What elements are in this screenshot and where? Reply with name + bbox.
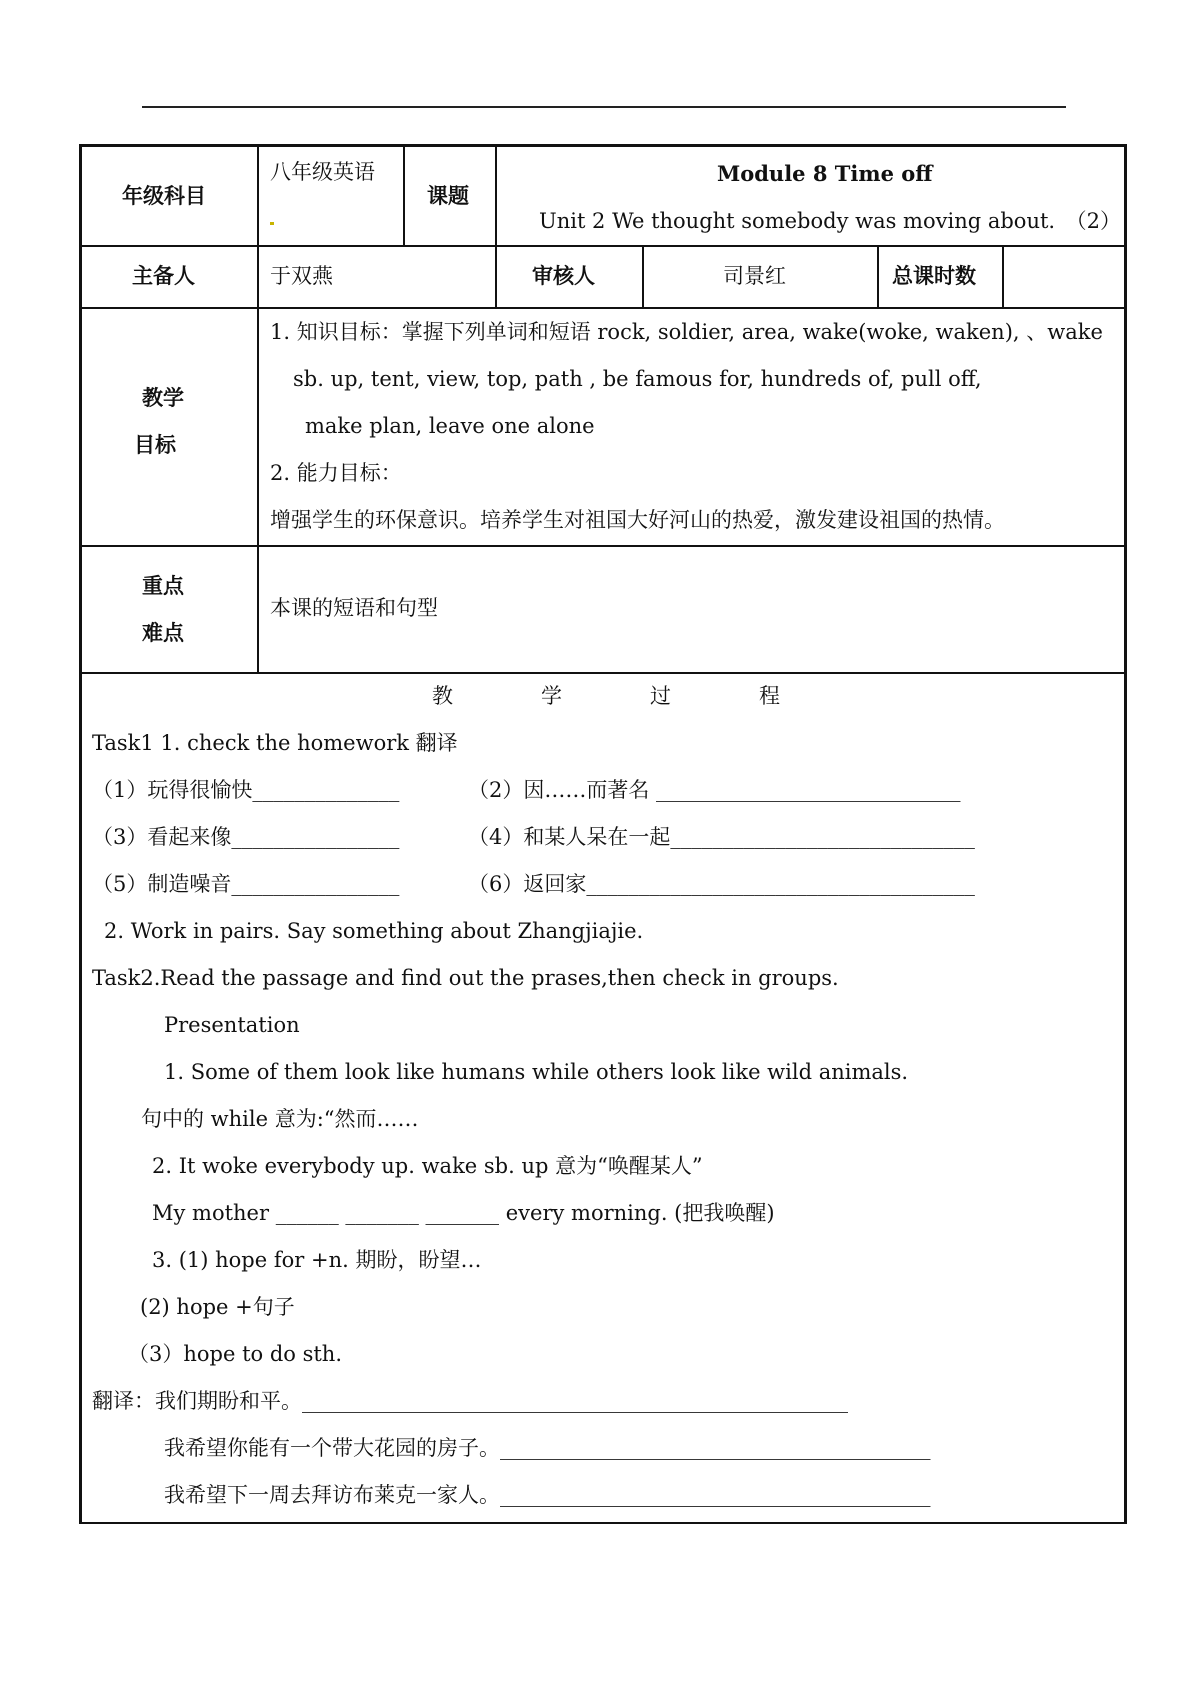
presentation-note: 句中的 while 意为:“然而…… (141, 1107, 419, 1131)
col-divider (1002, 245, 1004, 308)
objectives-label-line1: 教学 (142, 385, 184, 410)
stray-mark (270, 222, 274, 225)
row-divider (82, 672, 1124, 674)
process-heading-char: 过 (650, 684, 671, 708)
row-divider (82, 245, 1124, 247)
unit-title: Unit 2 We thought somebody was moving about. （2） (539, 209, 1121, 233)
presentation-heading: Presentation (164, 1013, 300, 1037)
objective-line: 增强学生的环保意识。培养学生对祖国大好河山的热爱，激发建设祖国的热情。 (270, 508, 1005, 532)
process-heading-char: 教 (432, 684, 453, 708)
col-divider (642, 245, 644, 308)
presentation-exercise: My mother ______ _______ _______ every morning. (把我唤醒) (152, 1201, 775, 1225)
col-divider (877, 245, 879, 308)
lesson-plan-table (79, 144, 1127, 1524)
presentation-subpoint: (2) hope +句子 (140, 1295, 295, 1319)
col-divider (257, 147, 259, 673)
objectives-label-line2: 目标 (134, 432, 176, 457)
objective-line: 1. 知识目标：掌握下列单词和短语 rock, soldier, area, wake(woke, waken), 、wake (270, 320, 1103, 344)
col-divider (495, 245, 497, 308)
reviewer-label: 审核人 (532, 263, 595, 288)
objective-line: sb. up, tent, view, top, path , be famous for, hundreds of, pull off, (293, 367, 982, 391)
key-points-label-line1: 重点 (142, 573, 184, 598)
grade-subject-value: 八年级英语 (270, 160, 375, 184)
task1-title: Task1 1. check the homework 翻译 (92, 731, 458, 755)
presentation-point: 1. Some of them look like humans while others look like wild animals. (164, 1060, 909, 1084)
module-title: Module 8 Time off (717, 161, 933, 186)
translate-item: （3）看起来像________________ (92, 825, 400, 849)
objective-line: 2. 能力目标： (270, 461, 402, 485)
process-heading-char: 程 (759, 684, 780, 708)
translate-item: （1）玩得很愉快______________ (92, 778, 400, 802)
col-divider (495, 147, 497, 246)
key-points-value: 本课的短语和句型 (270, 596, 438, 620)
row-divider (82, 545, 1124, 547)
translation-exercise: 我希望你能有一个带大花园的房子。_________________________________________ (164, 1436, 931, 1460)
preparer-label: 主备人 (132, 263, 195, 288)
key-points-label-line2: 难点 (142, 620, 184, 645)
translate-item: （5）制造噪音________________ (92, 872, 400, 896)
translation-exercise: 我希望下一周去拜访布莱克一家人。_________________________________________ (164, 1483, 931, 1507)
translate-item: （2）因……而著名 _____________________________ (468, 778, 961, 802)
process-heading-char: 学 (541, 684, 562, 708)
header-rule (142, 106, 1066, 108)
preparer-value: 于双燕 (270, 264, 333, 288)
row-divider (82, 307, 1124, 309)
presentation-subpoint: （3）hope to do sth. (128, 1342, 343, 1366)
reviewer-value: 司景红 (723, 264, 786, 288)
task1-step2: 2. Work in pairs. Say something about Zhangjiajie. (104, 919, 644, 943)
presentation-point: 2. It woke everybody up. wake sb. up 意为“唤醒某人” (152, 1154, 703, 1178)
total-hours-label: 总课时数 (892, 263, 976, 288)
topic-label: 课题 (427, 183, 469, 208)
task2-title: Task2.Read the passage and find out the prases,then check in groups. (92, 966, 839, 990)
grade-subject-label: 年级科目 (122, 183, 206, 208)
col-divider (403, 147, 405, 246)
objective-line: make plan, leave one alone (305, 414, 595, 438)
translate-item: （4）和某人呆在一起_____________________________ (468, 825, 975, 849)
translate-item: （6）返回家_____________________________________ (468, 872, 975, 896)
presentation-point: 3. (1) hope for +n. 期盼，盼望… (152, 1248, 482, 1272)
translation-exercise: 翻译：我们期盼和平。____________________________________________________ (92, 1389, 848, 1413)
